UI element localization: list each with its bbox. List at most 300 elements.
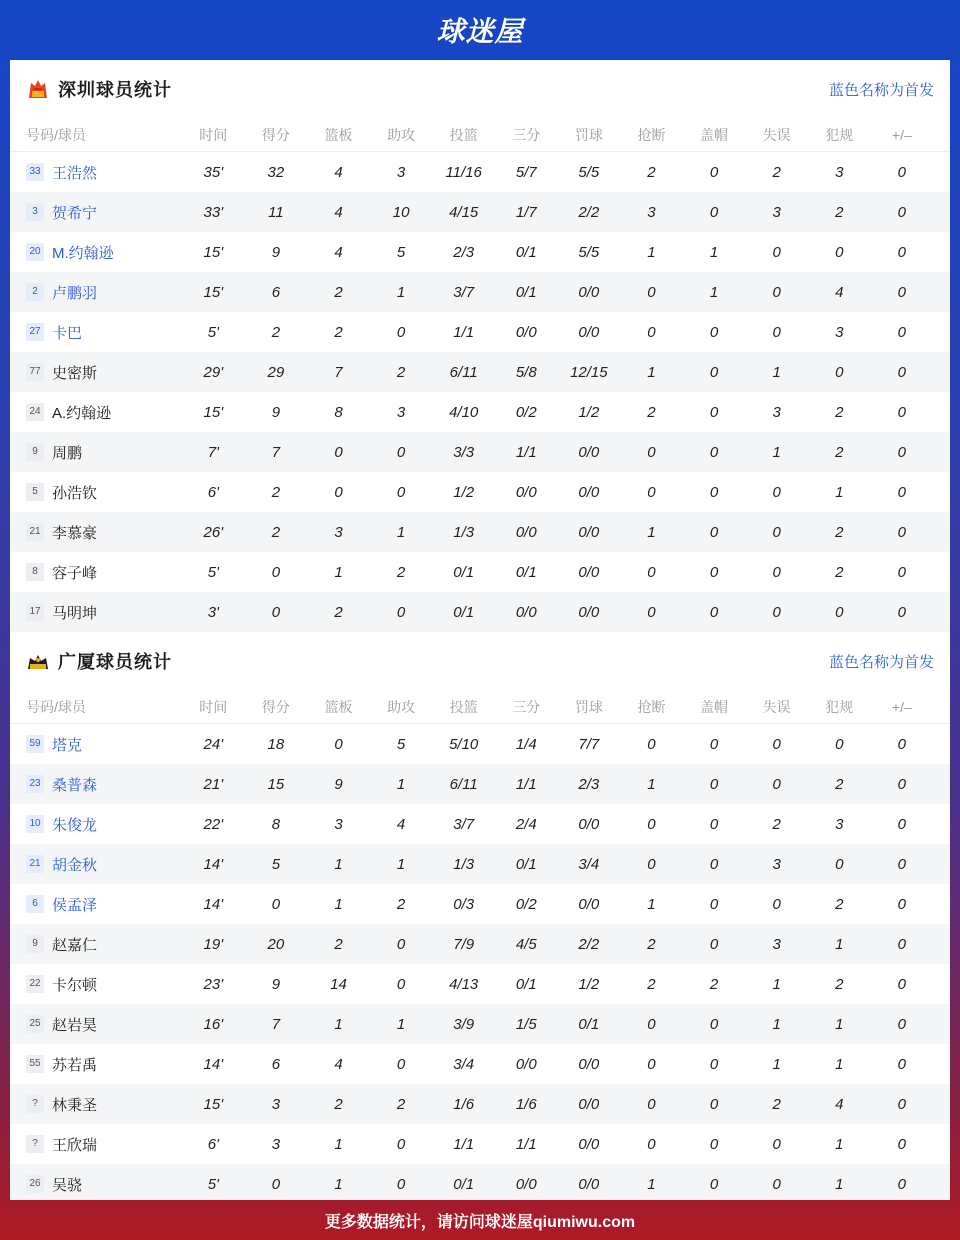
stat-cell: 0 — [709, 935, 719, 953]
player-row[interactable] — [10, 844, 950, 884]
stat-cell: 1 — [647, 363, 656, 381]
stat-cell: 0 — [772, 603, 781, 621]
player-name[interactable]: 李慕豪 — [52, 524, 98, 542]
stat-cell: 1/6 — [515, 1095, 537, 1113]
player-row[interactable] — [10, 964, 950, 1004]
jersey-number: ? — [26, 1135, 44, 1153]
stat-cell: 3 — [835, 323, 844, 341]
stat-cell: 1 — [709, 243, 719, 261]
player-row[interactable] — [10, 312, 950, 352]
stat-cell: 5/5 — [578, 163, 600, 181]
stat-cell: 32 — [267, 163, 285, 181]
stat-cell: 0 — [772, 735, 781, 753]
stat-cell: 6 — [271, 283, 281, 301]
stat-cell: 14' — [203, 895, 224, 913]
stat-cell: 0/0 — [515, 1175, 537, 1193]
stat-cell: 0 — [647, 1135, 656, 1153]
stat-cell: 0 — [647, 1055, 656, 1073]
player-name[interactable]: 孙浩钦 — [52, 484, 98, 502]
stat-cell: 0/1 — [515, 855, 537, 873]
player-cell — [10, 934, 182, 955]
player-cell — [10, 1014, 182, 1035]
player-cell — [10, 522, 182, 543]
player-cell — [10, 1174, 182, 1195]
player-row[interactable] — [10, 232, 950, 272]
player-name[interactable]: 朱俊龙 — [52, 816, 98, 834]
stat-cell: 4/5 — [515, 935, 537, 953]
player-name[interactable]: 马明坤 — [52, 604, 98, 622]
player-name[interactable]: 卡尔顿 — [52, 976, 98, 994]
player-row[interactable] — [10, 1164, 950, 1200]
stat-cell: 3/4 — [453, 1055, 475, 1073]
stat-cell: 2/2 — [578, 935, 600, 953]
stat-cell: 0 — [709, 403, 719, 421]
stat-cell: 1 — [647, 775, 656, 793]
stat-cell: 14' — [203, 855, 224, 873]
stat-cell: 0 — [709, 563, 719, 581]
stat-cell: 22' — [203, 815, 224, 833]
stat-cell: 0 — [772, 323, 781, 341]
stat-cell: 0 — [709, 323, 719, 341]
shenzhen-team-logo — [26, 77, 50, 101]
stat-cell: 2/4 — [515, 815, 537, 833]
stat-cell: 1 — [334, 1015, 343, 1033]
player-name[interactable]: 侯孟泽 — [52, 896, 98, 914]
stat-cell: 8 — [334, 403, 343, 421]
stat-cell: 0 — [897, 363, 906, 381]
player-name[interactable]: 卢鹏羽 — [52, 284, 98, 302]
stat-cell: 7/9 — [453, 935, 475, 953]
player-name[interactable]: 赵岩昊 — [52, 1016, 98, 1034]
stat-cell: 0/1 — [515, 243, 537, 261]
jersey-number: 77 — [26, 363, 44, 381]
player-cell — [10, 562, 182, 583]
player-name[interactable]: 贺希宁 — [52, 204, 98, 222]
player-row[interactable] — [10, 884, 950, 924]
stat-cell: 26' — [203, 523, 224, 541]
jersey-number: 33 — [26, 163, 44, 181]
stat-cell: 0/0 — [515, 603, 537, 621]
player-row[interactable] — [10, 924, 950, 964]
stat-cell: 0 — [647, 323, 656, 341]
stat-cell: 0/0 — [515, 523, 537, 541]
stat-cell: 2 — [772, 815, 781, 833]
stat-cell: 0 — [396, 483, 406, 501]
stat-cell: 4/15 — [449, 203, 479, 221]
player-row[interactable] — [10, 152, 950, 192]
stat-cell: 15' — [203, 243, 224, 261]
stat-cell: 0/0 — [578, 1175, 600, 1193]
stat-cell: 1 — [396, 283, 406, 301]
player-name[interactable]: 桑普森 — [52, 776, 98, 794]
player-cell — [10, 894, 182, 915]
stat-cell: 7 — [271, 443, 281, 461]
stat-cell: 0 — [709, 443, 719, 461]
stat-cell: 0 — [271, 895, 281, 913]
stat-cell: 0 — [897, 203, 906, 221]
stat-cell: 0 — [647, 483, 656, 501]
section-title: 深圳球员统计 — [58, 80, 172, 100]
stat-cell: 7' — [207, 443, 219, 461]
stat-cell: 21' — [203, 775, 224, 793]
column-header: 号码/球员 — [26, 126, 86, 143]
stat-cell: 0 — [897, 283, 906, 301]
jersey-number: 22 — [26, 975, 44, 993]
stat-cell: 3 — [647, 203, 656, 221]
player-row[interactable] — [10, 552, 950, 592]
column-header: 篮板 — [324, 126, 353, 143]
stat-cell: 29' — [203, 363, 224, 381]
section-header — [10, 632, 950, 690]
jersey-number: 9 — [26, 935, 44, 953]
stat-cell: 0 — [709, 815, 719, 833]
column-header: 号码/球员 — [26, 698, 86, 715]
stat-cell: 0 — [709, 895, 719, 913]
stat-cell: 0 — [709, 855, 719, 873]
stat-cell: 2 — [647, 163, 656, 181]
jersey-number: 8 — [26, 563, 44, 581]
stat-cell: 3 — [271, 1095, 281, 1113]
stat-cell: 3/7 — [453, 815, 475, 833]
stat-cell: 0 — [396, 1135, 406, 1153]
stat-cell: 0 — [396, 323, 406, 341]
player-row[interactable] — [10, 272, 950, 312]
column-header: 篮板 — [324, 698, 353, 715]
stat-cell: 0 — [709, 603, 719, 621]
stat-cell: 0 — [897, 1015, 906, 1033]
player-name[interactable]: 王欣瑞 — [52, 1136, 98, 1154]
stat-cell: 3/4 — [578, 855, 600, 873]
jersey-number: 3 — [26, 203, 44, 221]
stat-cell: 1/1 — [453, 1135, 475, 1153]
stat-cell: 1/6 — [453, 1095, 475, 1113]
stat-cell: 1 — [647, 1175, 656, 1193]
player-cell — [10, 482, 182, 503]
column-header: 犯规 — [825, 698, 854, 715]
player-row[interactable] — [10, 1004, 950, 1044]
player-row[interactable] — [10, 432, 950, 472]
stat-cell: 15' — [203, 403, 224, 421]
stat-cell: 0 — [647, 283, 656, 301]
stat-cell: 3 — [772, 855, 781, 873]
stat-cell: 2 — [334, 1095, 343, 1113]
column-header: 盖帽 — [700, 126, 729, 143]
guangsha-team-logo — [26, 649, 50, 673]
stat-cell: 0/2 — [515, 403, 537, 421]
stat-cell: 1 — [835, 935, 844, 953]
stat-cell: 1/2 — [578, 403, 600, 421]
stat-cell: 4 — [396, 815, 406, 833]
column-header: 时间 — [199, 126, 228, 143]
stat-cell: 0/0 — [578, 603, 600, 621]
stat-cell: 6' — [207, 483, 219, 501]
stat-cell: 9 — [271, 975, 281, 993]
stat-cell: 2 — [835, 443, 844, 461]
stat-cell: 2 — [835, 523, 844, 541]
stat-cell: 5 — [396, 243, 406, 261]
player-row[interactable] — [10, 764, 950, 804]
jersey-number: 23 — [26, 775, 44, 793]
stat-cell: 0 — [772, 1135, 781, 1153]
stat-cell: 0 — [709, 483, 719, 501]
player-cell — [10, 602, 182, 623]
stat-cell: 0 — [709, 363, 719, 381]
player-row[interactable] — [10, 192, 950, 232]
stat-cell: 0/0 — [515, 483, 537, 501]
stat-cell: 4 — [334, 163, 343, 181]
stat-cell: 3 — [835, 815, 844, 833]
stat-cell: 20 — [267, 935, 285, 953]
stat-cell: 0 — [709, 163, 719, 181]
stat-cell: 1 — [647, 523, 656, 541]
stat-cell: 0 — [709, 1095, 719, 1113]
player-row[interactable] — [10, 1084, 950, 1124]
stat-cell: 3 — [271, 1135, 281, 1153]
stat-cell: 3' — [207, 603, 219, 621]
column-header: 犯规 — [825, 126, 854, 143]
stat-cell: 15' — [203, 283, 224, 301]
stat-cell: 5 — [396, 735, 406, 753]
stat-cell: 0 — [897, 1055, 906, 1073]
stat-cell: 3 — [835, 163, 844, 181]
stat-cell: 5/10 — [449, 735, 479, 753]
player-name[interactable]: 苏若禹 — [52, 1056, 98, 1074]
stat-cell: 1/4 — [515, 735, 537, 753]
stat-cell: 1/1 — [515, 1135, 537, 1153]
stat-cell: 0 — [835, 855, 844, 873]
player-name[interactable]: 吴骁 — [52, 1176, 83, 1194]
stat-cell: 5' — [207, 563, 219, 581]
stat-cell: 23' — [203, 975, 224, 993]
player-name[interactable]: 赵嘉仁 — [52, 936, 98, 954]
stat-cell: 1/2 — [453, 483, 475, 501]
stat-cell: 6/11 — [449, 363, 478, 381]
stat-cell: 0 — [334, 483, 343, 501]
stat-cell: 0/0 — [515, 1055, 537, 1073]
stat-cell: 1 — [396, 775, 406, 793]
stat-cell: 0 — [897, 775, 906, 793]
player-row[interactable] — [10, 392, 950, 432]
stat-cell: 0 — [897, 563, 906, 581]
jersey-number: 25 — [26, 1015, 44, 1033]
stat-cell: 3/3 — [453, 443, 475, 461]
stat-cell: 1 — [835, 483, 844, 501]
stat-cell: 1/3 — [453, 855, 475, 873]
stat-cell: 1/1 — [515, 775, 537, 793]
stat-cell: 2 — [835, 895, 844, 913]
stat-cell: 14 — [330, 975, 347, 993]
stat-cell: 4/13 — [449, 975, 479, 993]
stat-cell: 0 — [709, 1055, 719, 1073]
stat-cell: 4/10 — [449, 403, 479, 421]
stat-cell: 1 — [835, 1135, 844, 1153]
stat-cell: 2 — [772, 1095, 781, 1113]
stat-cell: 0 — [334, 735, 343, 753]
stat-cell: 0/0 — [578, 895, 600, 913]
team-section — [10, 632, 950, 1200]
player-row[interactable] — [10, 724, 950, 764]
stat-cell: 10 — [392, 203, 410, 221]
player-cell — [10, 734, 182, 755]
player-name[interactable]: 卡巴 — [52, 324, 83, 342]
column-header: 投篮 — [449, 126, 478, 143]
player-name[interactable]: 胡金秋 — [52, 856, 98, 874]
player-row[interactable] — [10, 592, 950, 632]
stat-cell: 0/3 — [453, 895, 475, 913]
stat-cell: 0/0 — [578, 815, 600, 833]
stat-cell: 0/2 — [515, 895, 537, 913]
stat-cell: 2 — [396, 563, 406, 581]
player-row[interactable] — [10, 512, 950, 552]
footer-link[interactable]: 更多数据统计，请访问球迷屋qiumiwu.com — [324, 1213, 636, 1231]
player-cell — [10, 402, 182, 423]
column-header: 助攻 — [387, 126, 416, 143]
stat-cell: 2 — [396, 363, 406, 381]
stat-cell: 0 — [772, 483, 781, 501]
stat-cell: 0/0 — [578, 283, 600, 301]
player-name[interactable]: 史密斯 — [52, 364, 98, 382]
stat-cell: 0 — [396, 603, 406, 621]
stat-cell: 4 — [334, 243, 343, 261]
jersey-number: ? — [26, 1095, 44, 1113]
stat-cell: 8 — [271, 815, 281, 833]
stat-cell: 0 — [772, 775, 781, 793]
player-cell — [10, 1054, 182, 1075]
player-name[interactable]: 周鹏 — [52, 444, 83, 462]
stat-cell: 1 — [647, 895, 656, 913]
player-name[interactable]: M.约翰逊 — [52, 244, 114, 262]
stat-cell: 1 — [772, 363, 781, 381]
stat-cell: 0 — [897, 935, 906, 953]
player-cell — [10, 242, 182, 263]
stat-cell: 0 — [835, 735, 844, 753]
player-cell — [10, 1094, 182, 1115]
stat-cell: 16' — [203, 1015, 224, 1033]
stat-cell: 0 — [772, 283, 781, 301]
stat-cell: 2 — [647, 935, 656, 953]
player-row[interactable] — [10, 472, 950, 512]
stat-cell: 11/16 — [445, 163, 482, 181]
stat-cell: 3 — [772, 403, 781, 421]
stat-cell: 5' — [207, 1175, 219, 1193]
stat-cell: 1 — [396, 1015, 406, 1033]
stat-cell: 5/8 — [515, 363, 537, 381]
stat-cell: 7 — [271, 1015, 281, 1033]
player-name[interactable]: 林秉圣 — [52, 1096, 98, 1114]
jersey-number: 27 — [26, 323, 44, 341]
stat-cell: 0 — [772, 1175, 781, 1193]
stat-cell: 3 — [772, 203, 781, 221]
player-row[interactable] — [10, 1124, 950, 1164]
stat-cell: 0/1 — [453, 563, 475, 581]
stat-cell: 15' — [203, 1095, 224, 1113]
stat-cell: 0 — [271, 603, 281, 621]
player-name[interactable]: A.约翰逊 — [52, 404, 112, 422]
stat-cell: 0 — [897, 443, 906, 461]
stat-cell: 3 — [396, 403, 406, 421]
stat-cell: 0 — [897, 323, 906, 341]
stat-cell: 0 — [334, 443, 343, 461]
stat-cell: 2/3 — [453, 243, 475, 261]
player-name[interactable]: 王浩然 — [52, 164, 98, 182]
stat-cell: 1/1 — [453, 323, 475, 341]
stat-cell: 1/7 — [515, 203, 537, 221]
stat-cell: 1 — [334, 895, 343, 913]
stat-cell: 0/0 — [578, 1055, 600, 1073]
jersey-number: 55 — [26, 1055, 44, 1073]
stat-cell: 35' — [203, 163, 224, 181]
jersey-number: 5 — [26, 483, 44, 501]
player-cell — [10, 774, 182, 795]
stat-cell: 0/1 — [453, 1175, 475, 1193]
stat-cell: 0 — [396, 1055, 406, 1073]
stat-cell: 2 — [334, 283, 343, 301]
player-cell — [10, 322, 182, 343]
player-row[interactable] — [10, 804, 950, 844]
player-name[interactable]: 塔克 — [52, 736, 83, 754]
jersey-number: 21 — [26, 855, 44, 873]
player-name[interactable]: 容子峰 — [52, 564, 98, 582]
stat-cell: 0/1 — [453, 603, 475, 621]
column-header: 得分 — [261, 126, 290, 143]
column-header: +/– — [891, 698, 912, 715]
stat-cell: 6' — [207, 1135, 219, 1153]
jersey-number: 26 — [26, 1175, 44, 1193]
column-header: 失误 — [762, 698, 791, 715]
section-title: 广厦球员统计 — [58, 652, 172, 672]
stat-cell: 0 — [709, 1175, 719, 1193]
stat-cell: 0 — [772, 895, 781, 913]
stat-cell: 0 — [897, 895, 906, 913]
stat-cell: 4 — [334, 1055, 343, 1073]
stat-cell: 2/3 — [578, 775, 600, 793]
jersey-number: 2 — [26, 283, 44, 301]
column-header: 投篮 — [449, 698, 478, 715]
stat-cell: 1 — [396, 523, 406, 541]
stat-cell: 0/0 — [578, 443, 600, 461]
stat-cell: 0 — [835, 363, 844, 381]
section-header — [10, 60, 950, 118]
brand-logo: 球迷屋 — [436, 15, 524, 48]
stat-cell: 0 — [897, 1175, 906, 1193]
stat-cell: 1 — [334, 563, 343, 581]
stat-cell: 0/1 — [515, 975, 537, 993]
stat-cell: 2 — [835, 203, 844, 221]
stat-cell: 12/15 — [570, 363, 608, 381]
stat-cell: 9 — [334, 775, 343, 793]
stat-cell: 3 — [334, 815, 343, 833]
stat-cell: 2 — [271, 483, 281, 501]
player-row[interactable] — [10, 352, 950, 392]
stat-cell: 2 — [835, 563, 844, 581]
stat-cell: 5 — [271, 855, 281, 873]
stat-cell: 1 — [334, 1175, 343, 1193]
stat-cell: 2 — [271, 323, 281, 341]
jersey-number: 24 — [26, 403, 44, 421]
player-row[interactable] — [10, 1044, 950, 1084]
stat-cell: 2 — [835, 403, 844, 421]
stat-cell: 0 — [709, 735, 719, 753]
stat-cell: 0/1 — [578, 1015, 600, 1033]
stat-cell: 0/0 — [578, 523, 600, 541]
column-header: 三分 — [512, 698, 541, 715]
stat-cell: 14' — [203, 1055, 224, 1073]
stat-cell: 0 — [709, 1135, 719, 1153]
player-cell — [10, 282, 182, 303]
stat-cell: 1 — [396, 855, 406, 873]
jersey-number: 17 — [26, 603, 44, 621]
starter-note: 蓝色名称为首发 — [828, 653, 934, 671]
